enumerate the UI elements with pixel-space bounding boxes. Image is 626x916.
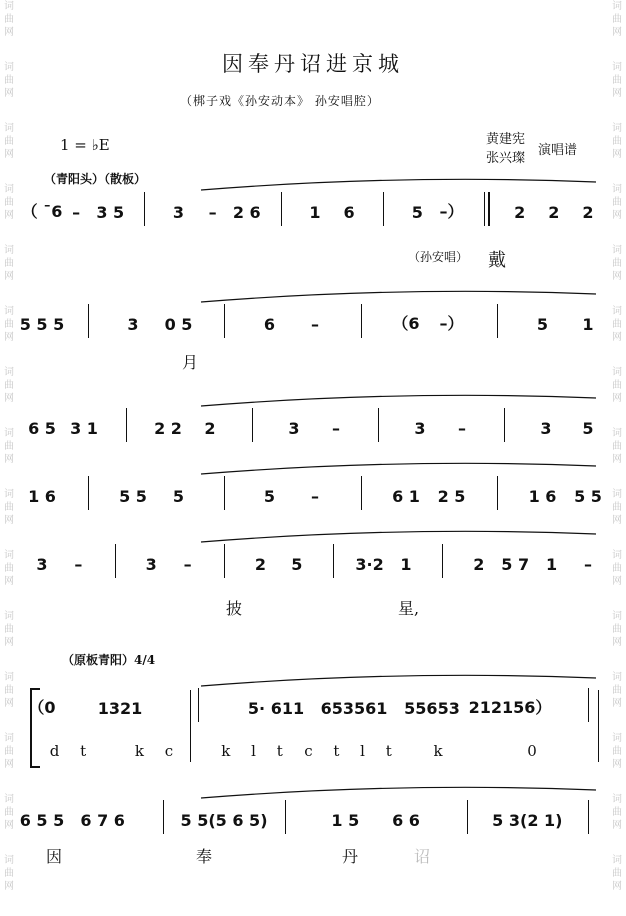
phrase-slur [30, 174, 608, 192]
section-annotation: （原板青阳）4/4 [62, 653, 156, 667]
watermark-glyph: 网 [612, 149, 622, 160]
watermark-glyph: 网 [4, 27, 14, 38]
note-group: 3·2 [355, 555, 384, 574]
watermark-glyph: 曲 [612, 197, 622, 208]
notation-system-7 [19, 796, 608, 836]
watermark-glyph: 曲 [4, 258, 14, 269]
watermark-glyph: 曲 [4, 624, 14, 635]
note-group: 5 5 5 [19, 315, 65, 334]
bar-line [361, 476, 362, 510]
bar-line [281, 192, 282, 226]
watermark-glyph: 网 [612, 881, 622, 892]
watermark-glyph: 词 [4, 489, 14, 500]
note-group: 5 [172, 487, 185, 506]
note-group: – [311, 315, 319, 334]
note-group: 2 [204, 419, 216, 438]
note-group: 2 [582, 203, 594, 222]
bar-line [383, 192, 384, 226]
watermark-glyph: 曲 [612, 14, 622, 25]
composer-name: 张兴璨 [486, 151, 526, 166]
watermark-glyph: 网 [4, 210, 14, 221]
note-group: 3 [145, 555, 157, 574]
note-group: 6 [343, 203, 355, 222]
watermark-glyph: 词 [4, 306, 14, 317]
phrase-slur [30, 286, 608, 304]
bar-line [252, 408, 253, 442]
watermark-glyph: 曲 [4, 197, 14, 208]
watermark-glyph: 词 [612, 306, 622, 317]
bar-line [333, 544, 334, 578]
bar-line [497, 304, 498, 338]
watermark-glyph: 词 [612, 794, 622, 805]
watermark-right [610, 0, 624, 916]
note-group: 0 5 [164, 315, 193, 334]
note-group: （ ¯6 [21, 202, 63, 221]
lyric-char: 丹 [342, 847, 359, 866]
watermark-glyph: 曲 [4, 746, 14, 757]
note-group: – [584, 555, 592, 574]
note-group: 5 [411, 203, 423, 222]
watermark-left [2, 0, 16, 916]
role-label: 演唱谱 [538, 143, 578, 158]
watermark-glyph: 词 [4, 123, 14, 134]
note-group: –） [439, 314, 464, 333]
note-group: 2 [548, 203, 560, 222]
watermark-glyph: 曲 [612, 563, 622, 574]
note-group: 3 [288, 419, 300, 438]
key-signature: 1 = ♭E [60, 136, 110, 154]
watermark-glyph: 词 [612, 611, 622, 622]
note-group: 2 5 [437, 487, 466, 506]
note-group: 6 5 [28, 419, 56, 438]
bar-line [190, 690, 191, 762]
watermark-glyph: 曲 [4, 319, 14, 330]
watermark-glyph: 网 [4, 88, 14, 99]
watermark-glyph: 曲 [612, 75, 622, 86]
watermark-glyph: 网 [612, 88, 622, 99]
watermark-glyph: 词 [612, 367, 622, 378]
watermark-glyph: 网 [612, 515, 622, 526]
watermark-glyph: 词 [4, 550, 14, 561]
notation-system-1 [21, 188, 608, 228]
percussion-row [38, 742, 608, 764]
note-group: 3 [172, 203, 185, 222]
note-group: 2 2 [154, 419, 182, 438]
watermark-glyph: 曲 [4, 807, 14, 818]
note-group: 1 6 [528, 487, 557, 506]
watermark-glyph: 网 [4, 393, 14, 404]
note-group: 3 [540, 419, 552, 438]
note-group: – [72, 203, 81, 222]
watermark-glyph: 网 [4, 576, 14, 587]
score-subtitle: （梆子戏《孙安动本》 孙安唱腔） [180, 94, 380, 108]
note-group: 1 [582, 315, 594, 334]
lyric-char: 月 [182, 353, 199, 372]
note-group: – [332, 419, 340, 438]
watermark-glyph: 网 [612, 27, 622, 38]
phrase-slur [30, 782, 608, 800]
watermark-glyph: 网 [4, 271, 14, 282]
note-group: 6 [263, 315, 276, 334]
watermark-glyph: 词 [612, 1, 622, 12]
notation-system-4 [30, 472, 608, 512]
watermark-glyph: 曲 [612, 624, 622, 635]
note-group: 653561 [320, 699, 388, 718]
note-group: 6 7 6 [80, 811, 125, 830]
note-group: 2 [254, 555, 266, 574]
watermark-glyph: 网 [612, 576, 622, 587]
note-group: 212156） [468, 698, 552, 717]
watermark-glyph: 网 [4, 820, 14, 831]
bar-line [88, 476, 89, 510]
note-group: 5 5 [119, 487, 147, 506]
watermark-glyph: 词 [4, 367, 14, 378]
note-group: 1 6 [28, 487, 56, 506]
singer-annotation: （孙安唱） [408, 250, 469, 264]
watermark-glyph: 网 [612, 393, 622, 404]
lyric-char: 因 [46, 847, 63, 866]
bar-line [198, 688, 199, 722]
note-group: – [183, 555, 192, 574]
note-group: – [208, 203, 217, 222]
watermark-glyph: 词 [4, 62, 14, 73]
bar-line [88, 304, 89, 338]
note-group: 5 5(5 6 5) [180, 811, 268, 830]
watermark-glyph: 词 [612, 428, 622, 439]
bar-line [224, 304, 225, 338]
watermark-glyph: 曲 [4, 868, 14, 879]
bar-line [598, 690, 599, 762]
watermark-glyph: 词 [612, 245, 622, 256]
note-group: 5 [263, 487, 276, 506]
phrase-slur [30, 526, 608, 544]
watermark-glyph: 网 [612, 698, 622, 709]
watermark-glyph: 网 [4, 454, 14, 465]
watermark-glyph: 曲 [612, 868, 622, 879]
note-group: 5· 611 [247, 699, 305, 718]
note-group: （0 [28, 698, 56, 717]
bar-line [467, 800, 468, 834]
bar-line [126, 408, 127, 442]
phrase-slur [30, 670, 608, 688]
watermark-glyph: 词 [4, 1, 14, 12]
bar-line [378, 408, 379, 442]
watermark-glyph: 词 [4, 428, 14, 439]
watermark-glyph: 曲 [612, 319, 622, 330]
watermark-glyph: 词 [612, 855, 622, 866]
note-group: 55653 [404, 699, 460, 718]
watermark-glyph: 网 [4, 515, 14, 526]
lyric-char: 披 [226, 599, 243, 618]
lyric-char: 诏 [414, 847, 431, 866]
double-bar-line [484, 192, 490, 226]
note-group: 3 [127, 315, 139, 334]
percussion-syllable: k c [134, 742, 182, 760]
watermark-glyph: 词 [4, 794, 14, 805]
phrase-slur [30, 458, 608, 476]
note-group: 5 [291, 555, 303, 574]
watermark-glyph: 网 [612, 820, 622, 831]
watermark-glyph: 曲 [612, 441, 622, 452]
watermark-glyph: 曲 [612, 380, 622, 391]
watermark-glyph: 曲 [612, 258, 622, 269]
note-group: 5 3(2 1) [492, 811, 563, 830]
percussion-syllable: d t [49, 742, 95, 760]
note-group: 1 [400, 555, 412, 574]
note-group: 5 7 [501, 555, 530, 574]
note-group: 5 [536, 315, 549, 334]
note-group: 2 [473, 555, 485, 574]
score-title: 因奉丹诏进京城 [222, 52, 404, 76]
composer-name: 黄建宪 [486, 132, 526, 147]
watermark-glyph: 曲 [612, 746, 622, 757]
watermark-glyph: 网 [4, 698, 14, 709]
bar-line [163, 800, 164, 834]
watermark-glyph: 曲 [4, 502, 14, 513]
watermark-glyph: 网 [4, 332, 14, 343]
watermark-glyph: 网 [612, 271, 622, 282]
watermark-glyph: 曲 [612, 685, 622, 696]
bar-line [588, 688, 589, 722]
note-group: – [311, 487, 319, 506]
percussion-syllable: c t l t [304, 742, 400, 760]
watermark-glyph: 网 [612, 210, 622, 221]
note-group: 3 5 [96, 203, 125, 222]
composer-list [486, 130, 525, 168]
note-group: 1 5 [331, 811, 360, 830]
lyric-char: 奉 [196, 847, 213, 866]
watermark-glyph: 词 [4, 672, 14, 683]
note-group: 5 5 [574, 487, 602, 506]
watermark-glyph: 曲 [4, 136, 14, 147]
note-group: 2 6 [232, 203, 261, 222]
watermark-glyph: 词 [4, 733, 14, 744]
watermark-glyph: 曲 [4, 441, 14, 452]
watermark-glyph: 词 [4, 184, 14, 195]
watermark-glyph: 词 [612, 184, 622, 195]
note-group: 1 [546, 555, 558, 574]
watermark-glyph: 曲 [4, 685, 14, 696]
bar-line [588, 800, 589, 834]
lyric-char: 星, [398, 599, 420, 618]
note-group: – [74, 555, 83, 574]
tempo-annotation: （青阳头）（散板） [44, 172, 147, 186]
watermark-glyph: 词 [4, 855, 14, 866]
note-group: 3 [36, 555, 48, 574]
note-group: 6 6 [392, 811, 420, 830]
note-group: 6 5 5 [19, 811, 65, 830]
watermark-glyph: 词 [612, 550, 622, 561]
watermark-glyph: 网 [612, 759, 622, 770]
notation-system-6 [30, 684, 608, 724]
watermark-glyph: 词 [4, 611, 14, 622]
watermark-glyph: 网 [4, 149, 14, 160]
watermark-glyph: 词 [612, 123, 622, 134]
note-group: （6 [392, 314, 420, 333]
watermark-glyph: 词 [612, 733, 622, 744]
watermark-glyph: 词 [612, 672, 622, 683]
note-group: 1321 [97, 699, 143, 718]
note-group: 2 [514, 203, 526, 222]
note-group: 6 1 [392, 487, 420, 506]
watermark-glyph: 曲 [4, 14, 14, 25]
bar-line [442, 544, 443, 578]
bar-line [497, 476, 498, 510]
watermark-glyph: 词 [612, 62, 622, 73]
watermark-glyph: 曲 [4, 563, 14, 574]
watermark-glyph: 词 [612, 489, 622, 500]
percussion-syllable: k [433, 742, 451, 760]
watermark-glyph: 曲 [612, 502, 622, 513]
bar-line [115, 544, 116, 578]
notation-system-5 [30, 540, 608, 580]
notation-system-2 [19, 300, 608, 340]
bar-line [224, 544, 225, 578]
note-group: 3 [414, 419, 426, 438]
bar-line [504, 408, 505, 442]
watermark-glyph: 词 [4, 245, 14, 256]
watermark-glyph: 曲 [4, 75, 14, 86]
watermark-glyph: 网 [612, 332, 622, 343]
watermark-glyph: 网 [612, 454, 622, 465]
note-group: 5 [582, 419, 594, 438]
note-group: – [458, 419, 466, 438]
note-group: 3 1 [70, 419, 98, 438]
bar-line [361, 304, 362, 338]
watermark-glyph: 网 [4, 759, 14, 770]
percussion-syllable: 0 [527, 742, 545, 760]
notation-system-3 [30, 404, 608, 444]
watermark-glyph: 网 [612, 637, 622, 648]
phrase-slur [30, 390, 608, 408]
percussion-syllable: k l t [221, 742, 291, 760]
watermark-glyph: 曲 [612, 136, 622, 147]
lyric-char: 戴 [488, 250, 506, 271]
bar-line [224, 476, 225, 510]
bar-line [144, 192, 145, 226]
watermark-glyph: 曲 [4, 380, 14, 391]
watermark-glyph: 网 [4, 881, 14, 892]
watermark-glyph: 曲 [612, 807, 622, 818]
note-group: –） [439, 202, 464, 221]
bar-line [285, 800, 286, 834]
watermark-glyph: 网 [4, 637, 14, 648]
note-group: 1 [309, 203, 321, 222]
